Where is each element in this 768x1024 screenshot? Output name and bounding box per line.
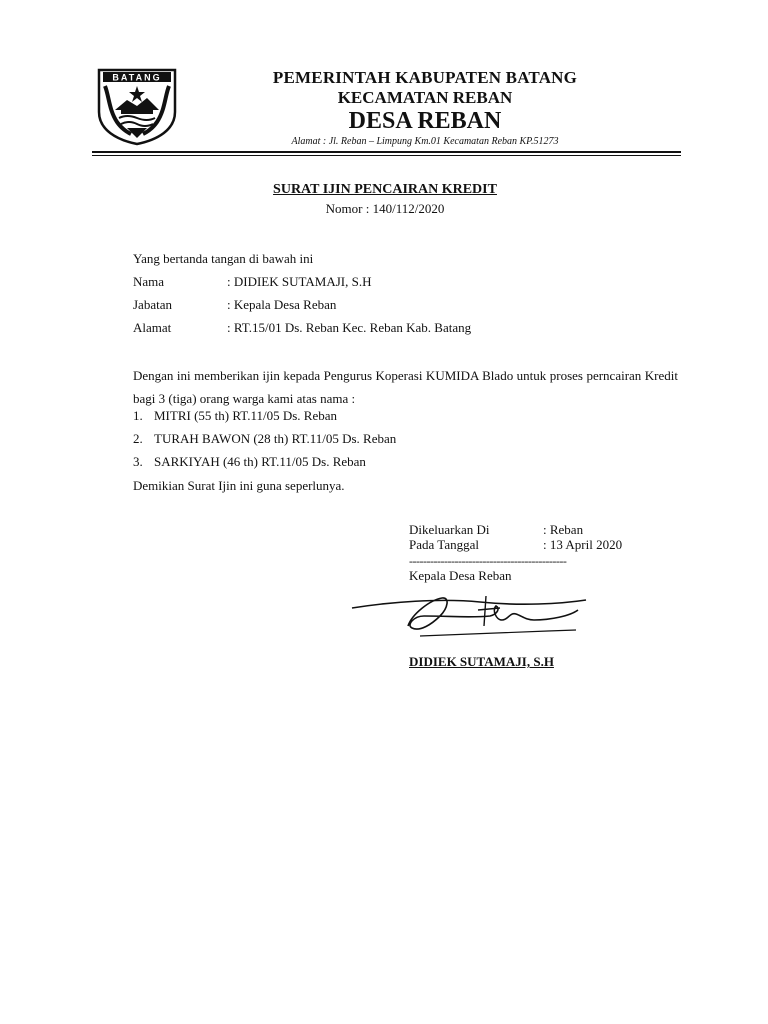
- letter-title: SURAT IJIN PENCAIRAN KREDIT: [273, 182, 497, 197]
- field-label-position: Jabatan: [133, 297, 172, 312]
- date-label: Pada Tanggal: [409, 537, 479, 552]
- header-subdistrict: KECAMATAN REBAN: [337, 88, 513, 107]
- list-number: 1.: [133, 408, 143, 423]
- field-value-position: : Kepala Desa Reban: [227, 297, 337, 312]
- handwritten-signature: [350, 586, 590, 646]
- field-label-address: Alamat: [133, 320, 172, 335]
- header-village: DESA REBAN: [348, 108, 502, 134]
- intro-text: Yang bertanda tangan di bawah ini: [133, 251, 314, 266]
- field-value-name: : DIDIEK SUTAMAJI, S.H: [227, 274, 372, 289]
- issued-label: Dikeluarkan Di: [409, 522, 490, 537]
- batang-regency-logo: [95, 66, 179, 146]
- logo-text: BATANG: [112, 72, 162, 83]
- list-item: MITRI (55 th) RT.11/05 Ds. Reban: [154, 408, 338, 423]
- signer-position: Kepala Desa Reban: [409, 568, 512, 583]
- letter-number: Nomor : 140/112/2020: [325, 201, 445, 216]
- header-rule-thick: [92, 151, 681, 153]
- field-value-address: : RT.15/01 Ds. Reban Kec. Reban Kab. Batang: [227, 320, 472, 335]
- signer-name: DIDIEK SUTAMAJI, S.H: [409, 654, 554, 669]
- date-value: : 13 April 2020: [543, 537, 623, 552]
- list-item: TURAH BAWON (28 th) RT.11/05 Ds. Reban: [154, 431, 397, 446]
- list-number: 2.: [133, 431, 143, 446]
- list-item: SARKIYAH (46 th) RT.11/05 Ds. Reban: [154, 454, 366, 469]
- list-number: 3.: [133, 454, 143, 469]
- signature-divider: ---------------------------------------------: [409, 554, 567, 568]
- header-government: PEMERINTAH KABUPATEN BATANG: [272, 68, 578, 87]
- header-rule-thin: [92, 155, 681, 156]
- closing-text: Demikian Surat Ijin ini guna seperlunya.: [133, 478, 345, 493]
- issued-value: : Reban: [543, 522, 584, 537]
- body-paragraph: Dengan ini memberikan ijin kepada Pengurus Koperasi KUMIDA Blado untuk proses perncairan Kredit bagi 3 (tiga) orang warga kami atas nama :: [133, 368, 678, 406]
- header-address: Alamat : Jl. Reban – Limpung Km.01 Kecamatan Reban KP.51273: [291, 136, 559, 147]
- field-label-name: Nama: [133, 274, 165, 289]
